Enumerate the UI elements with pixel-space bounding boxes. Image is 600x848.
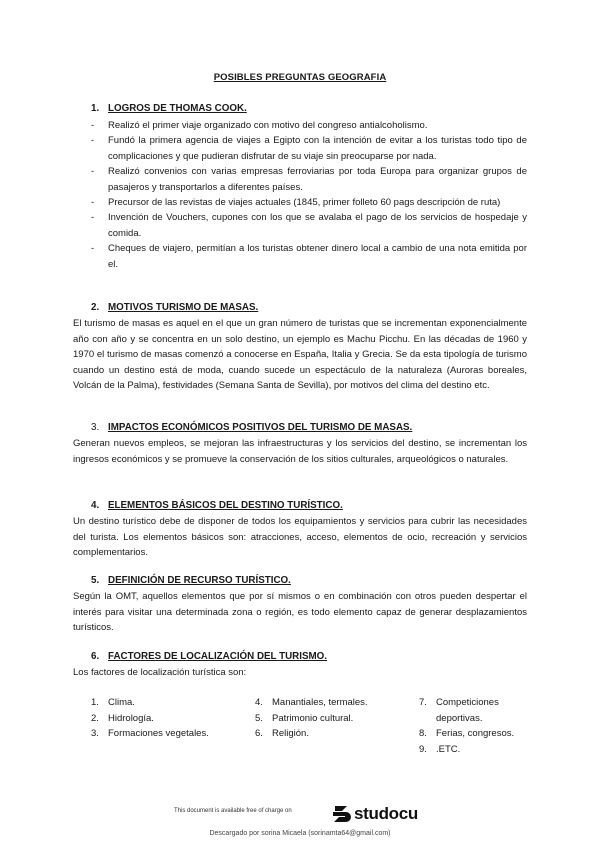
list-item: - Fundó la primera agencia de viajes a Egipto con la intención de evitar a los turistas todo tipo de complicaciones y que pudieran disfrutar de su viaje sin preocuparse por nada.: [91, 133, 527, 164]
list-item: - Cheques de viajero, permitían a los turistas obtener dinero local a cambio de una nota emitida por el.: [91, 241, 527, 272]
section-5-heading: [91, 575, 291, 586]
section-4-paragraph: Un destino turístico debe de disponer de todos los equipamientos y servicios para cubrir las necesidades del turista. Los elementos básicos son: atracciones, acceso, elementos de ocio, recreación y servicios complementarios.: [73, 516, 527, 559]
section-6-heading: [91, 651, 327, 662]
list-item: 7. Competiciones deportivas.: [419, 697, 499, 724]
list-item: - Realizó convenios con varias empresas ferroviarias por toda Europa para organizar grupos de pasajeros y transportarlos a diferentes países.: [91, 164, 527, 195]
section-1-title: LOGROS DE THOMAS COOK.: [108, 103, 247, 114]
list-item: 3. Formaciones vegetales.: [91, 728, 209, 739]
studocu-logo-text: studocu: [354, 804, 419, 823]
section-6-title: FACTORES DE LOCALIZACIÓN DEL TURISMO.: [108, 651, 327, 662]
studocu-logo-icon: [331, 803, 351, 825]
section-6-paragraph: Los factores de localización turística son:: [73, 667, 247, 678]
factors-column-1: [91, 695, 211, 742]
section-3-paragraph: Generan nuevos empleos, se mejoran las infraestructuras y los servicios del destino, se incrementan los ingresos económicos y se promueve la conservación de los sitios culturales, arqueológicos o naturales.: [73, 438, 527, 465]
list-item: - Precursor de las revistas de viajes actuales (1845, primer folleto 60 pags descripción de ruta): [91, 195, 527, 210]
section-4-number: 4.: [91, 500, 100, 511]
section-2-number: 2.: [91, 302, 100, 313]
thomas-cook-achievements-list: [91, 118, 527, 272]
list-item: 8. Ferias, congresos.: [419, 728, 515, 739]
studocu-logo[interactable]: [331, 803, 418, 825]
section-1-number: 1.: [91, 103, 100, 114]
download-credit: Descargado por sorina Micaela (sorinamta64@gmail.com): [209, 830, 391, 837]
section-1-heading: [91, 103, 247, 114]
section-6-number: 6.: [91, 651, 100, 662]
section-2-title: MOTIVOS TURISMO DE MASAS.: [108, 302, 259, 313]
list-item: 2. Hidrología.: [91, 712, 154, 724]
list-item: - Invención de Vouchers, cupones con los que se avalaba el pago de los servicios de hospedaje y comida.: [91, 210, 527, 241]
section-5-paragraph: Según la OMT, aquellos elementos que por sí mismos o en combinación con otros pueden despertar el interés para visitar una determinada zona o región, es todo elemento capaz de generar desplazamientos turísticos.: [73, 591, 527, 634]
section-2-paragraph: El turismo de masas es aquel en el que un gran número de turistas que se incrementan exponencialmente año con año y se concentra en un solo destino, un ejemplo es Machu Picchu. En las décadas de 1960 y 1970 el turismo de masas comenzó a conocerse en España, Italia y Grecia. Se da esta tipología de turismo cuando un destino está de moda, cuando sucede un espectáculo de la naturaleza (Auroras boreales, Volcán de la Palma), festividades (Semana Santa de Sevilla), por motivos del clima del destino etc.: [73, 318, 527, 392]
section-3-title: IMPACTOS ECONÓMICOS POSITIVOS DEL TURISMO DE MASAS.: [108, 422, 413, 433]
section-4-heading: [91, 500, 343, 511]
list-item: 1. Clima.: [91, 697, 135, 708]
section-5-title: DEFINICIÓN DE RECURSO TURÍSTICO.: [108, 575, 291, 586]
footer-availability-text: This document is available free of charge on: [174, 808, 292, 814]
section-2-heading: [91, 302, 258, 313]
section-5-number: 5.: [91, 575, 100, 586]
factors-column-2: [255, 695, 375, 742]
list-item: 9. .ETC.: [419, 743, 461, 755]
list-item: 6. Religión.: [255, 728, 309, 739]
list-item: 4. Manantiales, termales.: [255, 697, 368, 708]
list-item: - Realizó el primer viaje organizado con motivo del congreso antialcoholismo.: [91, 118, 527, 133]
section-4-title: ELEMENTOS BÁSICOS DEL DESTINO TURÍSTICO.: [108, 500, 343, 511]
factors-column-3: [419, 695, 531, 757]
list-item: 5. Patrimonio cultural.: [255, 712, 354, 724]
section-3-number: 3.: [91, 422, 100, 433]
document-title: POSIBLES PREGUNTAS GEOGRAFIA: [213, 72, 387, 83]
section-3-heading: [91, 422, 412, 433]
